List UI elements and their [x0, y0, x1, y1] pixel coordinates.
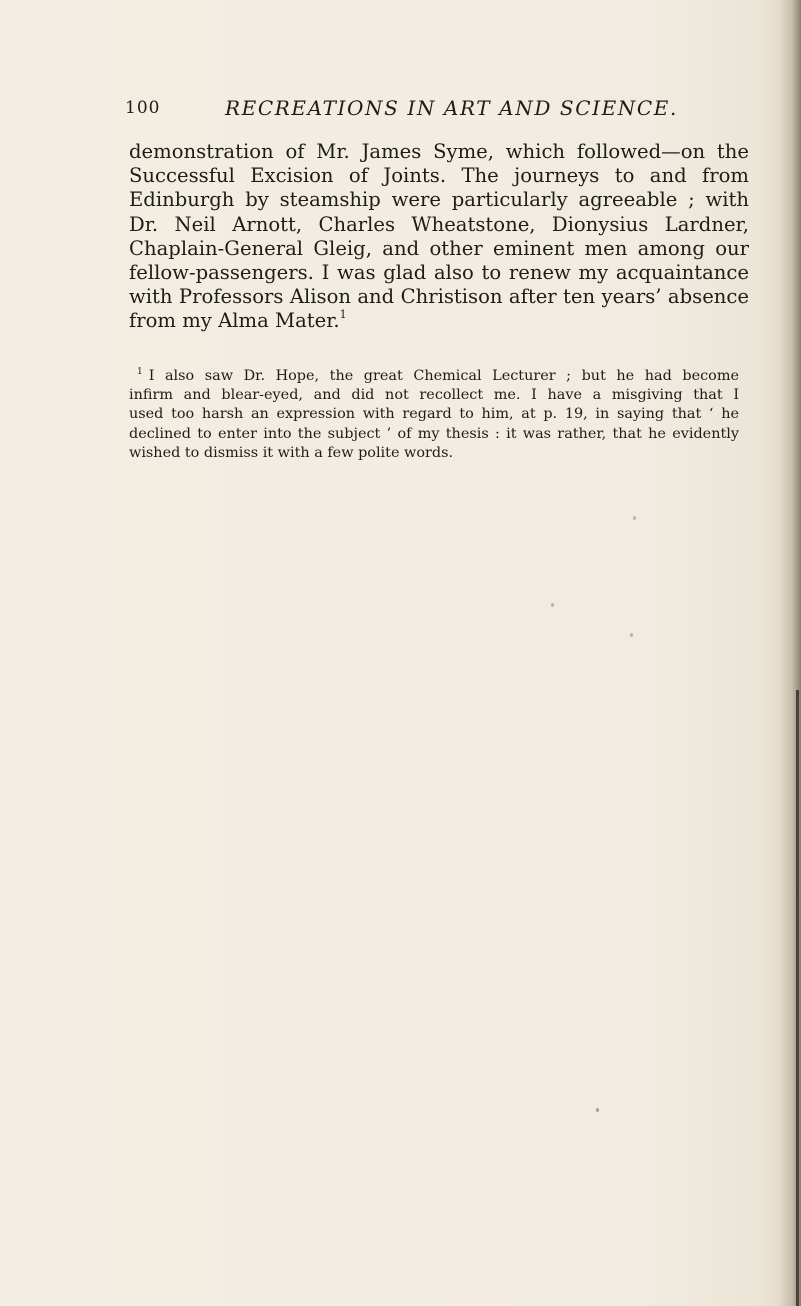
binding-edge-line [796, 690, 799, 1306]
body-line: Edinburgh by steamship were particularly agreeable ; with [129, 188, 749, 212]
footnote-line [129, 367, 739, 386]
page-number: 100 [125, 98, 161, 118]
body-line: with Professors Alison and Christison after ten years’ absence [129, 285, 749, 309]
footnote-line: infirm and blear-eyed, and did not recollect me. I have a misgiving that I [129, 387, 739, 404]
body-line: demonstration of Mr. James Syme, which followed—on the [129, 140, 749, 163]
running-header [125, 96, 685, 126]
footnote-line: declined to enter into the subject ’ of my thesis : it was rather, that he evidently [129, 425, 739, 442]
footnote-line-last: wished to dismiss it with a few polite words. [129, 444, 454, 461]
footnote-marker: 1 [137, 367, 143, 377]
body-line: Successful Excision of Joints. The journeys to and from [129, 164, 749, 188]
body-line: fellow-passengers. I was glad also to renew my acquaintance [129, 261, 749, 285]
footnote [129, 367, 739, 463]
paper-speck [551, 603, 554, 607]
body-line-text: from my Alma Mater. [129, 309, 340, 333]
body-line: Chaplain-General Gleig, and other eminent men among our [129, 236, 749, 260]
body-line-last [129, 309, 749, 333]
paper-speck [596, 1108, 599, 1112]
footnote-reference: 1 [339, 308, 347, 322]
paper-speck [633, 516, 636, 520]
body-line: Dr. Neil Arnott, Charles Wheatstone, Dionysius Lardner, [129, 212, 749, 236]
footnote-line: used too harsh an expression with regard to him, at p. 19, in saying that ‘ he [129, 406, 739, 423]
body-paragraph [129, 140, 749, 334]
running-title: RECREATIONS IN ART AND SCIENCE. [225, 96, 678, 120]
footnote-line-text: I also saw Dr. Hope, the great Chemical Lecturer ; but he had become [148, 368, 739, 384]
paper-speck [630, 633, 633, 637]
